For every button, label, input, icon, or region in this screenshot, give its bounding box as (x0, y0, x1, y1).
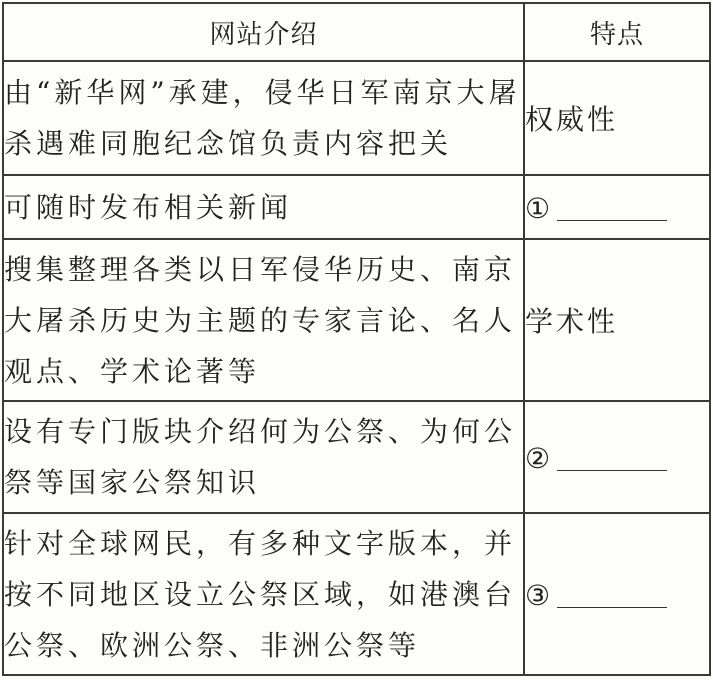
row-description: 搜集整理各类以日军侵华历史、南京大屠杀历史为主题的专家言论、名人观点、学术论著等 (3, 239, 524, 401)
website-feature-table (2, 2, 711, 676)
blank-marker-2: ② (525, 441, 554, 475)
table-row (3, 513, 710, 675)
answer-blank-2 (557, 446, 667, 471)
table-row (3, 239, 710, 401)
table-header-row (3, 3, 710, 61)
row-description: 可随时发布相关新闻 (3, 175, 524, 239)
answer-blank-1 (557, 196, 667, 221)
row-feature-blank (524, 401, 710, 513)
table-row (3, 401, 710, 513)
row-description: 设有专门版块介绍何为公祭、为何公祭等国家公祭知识 (3, 401, 524, 513)
blank-marker-3: ③ (525, 578, 554, 612)
table-row (3, 175, 710, 239)
header-feature: 特点 (524, 3, 710, 61)
header-website-intro: 网站介绍 (3, 3, 524, 61)
blank-marker-1: ① (525, 191, 554, 225)
row-feature-blank (524, 513, 710, 675)
answer-blank-3 (557, 583, 667, 608)
row-feature: 权威性 (524, 61, 710, 175)
row-feature: 学术性 (524, 239, 710, 401)
table-row (3, 61, 710, 175)
row-description: 由“新华网”承建，侵华日军南京大屠杀遇难同胞纪念馆负责内容把关 (3, 61, 524, 175)
row-description: 针对全球网民，有多种文字版本，并按不同地区设立公祭区域，如港澳台公祭、欧洲公祭、非洲公祭等 (3, 513, 524, 675)
row-feature-blank (524, 175, 710, 239)
